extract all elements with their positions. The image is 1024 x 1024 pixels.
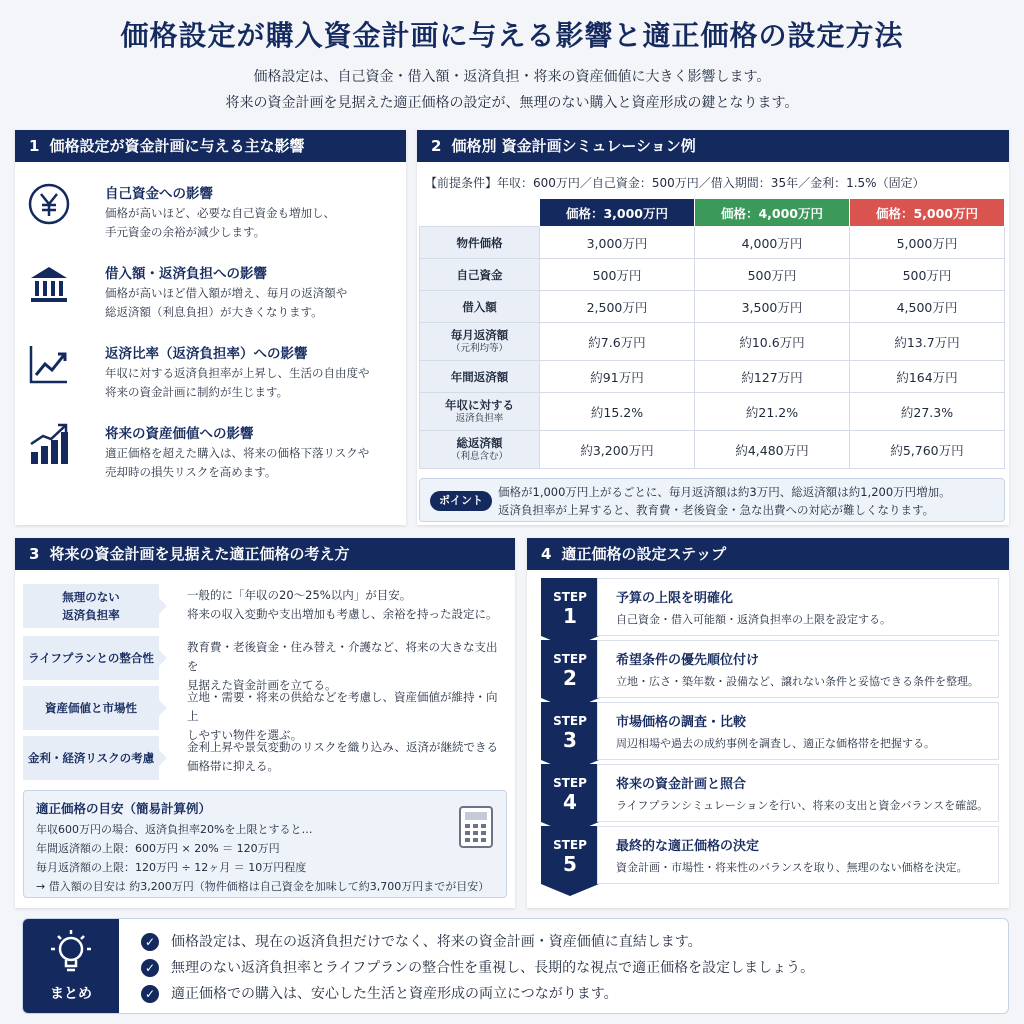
step-word: STEP	[553, 714, 587, 728]
calculator-icon	[458, 805, 494, 849]
viewpoint-label: 金利・経済リスクの考慮	[23, 736, 159, 780]
section-simulation-header	[417, 130, 1009, 162]
step-heading: 予算の上限を明確化	[616, 591, 734, 606]
table-row	[420, 361, 1005, 393]
table-cell: 約127万円	[695, 361, 850, 393]
viewpoint-description: 立地・需要・将来の供給などを考慮し、資産価値が維持・向上 しやすい物件を選ぶ。	[187, 690, 498, 742]
table-cell: 4,500万円	[850, 291, 1005, 323]
row-label: 年収に対する 返済負担率	[420, 393, 540, 431]
point-badge: ポイント	[430, 491, 492, 511]
subtitle-line-2: 将来の資金計画を見据えた適正価格の設定が、無理のない購入と資産形成の鍵となります。	[225, 95, 799, 111]
trend-line-icon	[27, 342, 71, 386]
section-appropriate-price	[15, 538, 515, 908]
guide-line: → 借入額の目安は 約3,200万円（物件価格は自己資金を加味して約3,700万円までが目安）	[36, 880, 490, 893]
section-number: 2	[431, 137, 442, 155]
step-card	[597, 702, 999, 760]
viewpoint-label: 資産価値と市場性	[23, 686, 159, 730]
table-cell: 500万円	[540, 259, 695, 291]
step-item	[541, 640, 1001, 698]
impact-item	[27, 182, 397, 252]
row-label: 自己資金	[420, 259, 540, 291]
table-cell: 500万円	[850, 259, 1005, 291]
step-number: 1	[563, 604, 577, 628]
summary-line: ✓ 価格設定は、現在の返済負担だけでなく、将来の資金計画・資産価値に直結します。	[141, 931, 702, 951]
viewpoint-label: 無理のない 返済負担率	[23, 584, 159, 628]
step-item	[541, 702, 1001, 760]
impact-item	[27, 422, 397, 492]
yen-coin-icon	[27, 182, 71, 226]
impact-item	[27, 342, 397, 412]
point-callout	[419, 478, 1005, 522]
table-cell: 2,500万円	[540, 291, 695, 323]
lightbulb-icon	[49, 927, 93, 979]
step-description: 資金計画・市場性・将来性のバランスを取り、無理のない価格を決定。	[616, 861, 968, 874]
table-cell: 500万円	[695, 259, 850, 291]
guide-line: 年収600万円の場合、返済負担率20%を上限とすると…	[36, 823, 313, 836]
viewpoint-label: ライフプランとの整合性	[23, 636, 159, 680]
viewpoint-description: 教育費・老後資金・住み替え・介護など、将来の大きな支出を 見据えた資金計画を立てる。	[187, 640, 498, 692]
summary-label: まとめ	[50, 986, 92, 1002]
step-heading: 希望条件の優先順位付け	[616, 653, 760, 668]
summary-box	[22, 918, 1009, 1014]
section-impacts-header	[15, 130, 406, 162]
step-description: 自己資金・借入可能額・返済負担率の上限を設定する。	[616, 613, 891, 626]
section-title: 適正価格の設定ステップ	[561, 545, 727, 563]
section-title: 将来の資金計画を見据えた適正価格の考え方	[49, 545, 350, 563]
table-cell: 4,000万円	[695, 227, 850, 259]
bank-icon	[27, 262, 71, 306]
guide-title: 適正価格の目安（簡易計算例）	[36, 801, 212, 816]
step-word: STEP	[553, 776, 587, 790]
check-icon: ✓	[141, 985, 159, 1003]
simulation-table	[419, 198, 1005, 469]
row-label: 借入額	[420, 291, 540, 323]
section-number: 1	[29, 137, 40, 155]
table-cell: 約13.7万円	[850, 323, 1005, 361]
column-header: 価格：5,000万円	[850, 199, 1005, 227]
table-row	[420, 259, 1005, 291]
section-title: 価格別 資金計画シミュレーション例	[451, 137, 696, 155]
point-text: 価格が1,000万円上がるごとに、毎月返済額は約3万円、総返済額は約1,200万円増加。 返済負担率が上昇すると、教育費・老後資金・急な出費への対応が難しくなります。	[498, 485, 951, 517]
viewpoint-row	[23, 736, 508, 780]
step-heading: 将来の資金計画と照合	[616, 777, 747, 792]
impact-description: 価格が高いほど借入額が増え、毎月の返済額や 総返済額（利息負担）が大きくなります。	[105, 286, 348, 319]
section-appropriate-price-header	[15, 538, 515, 570]
section-impacts	[15, 130, 406, 525]
step-item	[541, 826, 1001, 884]
step-description: 周辺相場や過去の成約事例を調査し、適正な価格帯を把握する。	[616, 737, 935, 750]
summary-label-box	[23, 919, 119, 1014]
table-header-row	[420, 199, 1005, 227]
section-title: 価格設定が資金計画に与える主な影響	[49, 137, 305, 155]
check-icon: ✓	[141, 959, 159, 977]
table-corner	[420, 199, 540, 227]
check-icon: ✓	[141, 933, 159, 951]
column-header: 価格：4,000万円	[695, 199, 850, 227]
row-label: 物件価格	[420, 227, 540, 259]
step-card	[597, 640, 999, 698]
impact-description: 適正価格を超えた購入は、将来の価格下落リスクや 売却時の損失リスクを高めます。	[105, 446, 370, 479]
step-description: 立地・広さ・築年数・設備など、譲れない条件と妥協できる条件を整理。	[616, 675, 979, 688]
step-word: STEP	[553, 652, 587, 666]
row-label: 年間返済額	[420, 361, 540, 393]
table-cell: 約4,480万円	[695, 431, 850, 469]
step-item	[541, 764, 1001, 822]
step-number: 5	[563, 852, 577, 876]
summary-line: ✓ 適正価格での購入は、安心した生活と資産形成の両立につながります。	[141, 983, 618, 1003]
price-guide-box	[23, 790, 507, 898]
table-cell: 約21.2%	[695, 393, 850, 431]
table-cell: 約3,200万円	[540, 431, 695, 469]
table-row	[420, 227, 1005, 259]
table-cell: 3,000万円	[540, 227, 695, 259]
step-item	[541, 578, 1001, 636]
impact-item	[27, 262, 397, 332]
impact-heading: 自己資金への影響	[105, 186, 213, 202]
premise-conditions: 【前提条件】年収：600万円／自己資金：500万円／借入期間：35年／金利：1.5%（固定）	[425, 176, 925, 190]
impact-description: 価格が高いほど、必要な自己資金も増加し、 手元資金の余裕が減少します。	[105, 206, 335, 239]
table-cell: 約27.3%	[850, 393, 1005, 431]
table-cell: 約15.2%	[540, 393, 695, 431]
table-cell: 約10.6万円	[695, 323, 850, 361]
section-simulation	[417, 130, 1009, 525]
row-label: 毎月返済額 （元利均等）	[420, 323, 540, 361]
section-steps-header	[527, 538, 1009, 570]
table-row	[420, 431, 1005, 469]
step-heading: 市場価格の調査・比較	[616, 715, 747, 730]
bar-chart-up-icon	[27, 422, 71, 466]
step-word: STEP	[553, 838, 587, 852]
step-number: 4	[563, 790, 577, 814]
section-number: 3	[29, 545, 40, 563]
guide-line: 年間返済額の上限：600万円 × 20% ＝ 120万円	[36, 842, 280, 855]
table-cell: 約91万円	[540, 361, 695, 393]
table-cell: 約164万円	[850, 361, 1005, 393]
step-number: 2	[563, 666, 577, 690]
guide-line: 毎月返済額の上限：120万円 ÷ 12ヶ月 ＝ 10万円程度	[36, 861, 307, 874]
viewpoint-row	[23, 636, 508, 692]
viewpoint-description: 金利上昇や景気変動のリスクを織り込み、返済が継続できる 価格帯に抑える。	[187, 740, 498, 773]
page-title: 価格設定が購入資金計画に与える影響と適正価格の設定方法	[120, 19, 904, 52]
step-description: ライフプランシミュレーションを行い、将来の支出と資金バランスを確認。	[616, 799, 989, 812]
step-heading: 最終的な適正価格の決定	[616, 839, 760, 854]
table-cell: 約7.6万円	[540, 323, 695, 361]
section-number: 4	[541, 545, 552, 563]
table-cell: 5,000万円	[850, 227, 1005, 259]
viewpoint-description: 一般的に「年収の20〜25%以内」が目安。 将来の収入変動や支出増加も考慮し、余裕を持った設定に。	[187, 588, 498, 621]
impact-heading: 借入額・返済負担への影響	[105, 266, 267, 282]
impact-heading: 返済比率（返済負担率）への影響	[105, 346, 308, 362]
step-word: STEP	[553, 590, 587, 604]
viewpoint-row	[23, 584, 508, 628]
row-label: 総返済額 （利息含む）	[420, 431, 540, 469]
step-card	[597, 764, 999, 822]
impact-heading: 将来の資産価値への影響	[105, 426, 254, 442]
step-number: 3	[563, 728, 577, 752]
summary-line: ✓ 無理のない返済負担率とライフプランの整合性を重視し、長期的な視点で適正価格を設定しましょう。	[141, 957, 814, 977]
table-row	[420, 323, 1005, 361]
section-steps	[527, 538, 1009, 908]
table-row	[420, 393, 1005, 431]
step-card	[597, 826, 999, 884]
column-header: 価格：3,000万円	[540, 199, 695, 227]
table-cell: 3,500万円	[695, 291, 850, 323]
subtitle-line-1: 価格設定は、自己資金・借入額・返済負担・将来の資産価値に大きく影響します。	[253, 69, 771, 85]
impact-description: 年収に対する返済負担率が上昇し、生活の自由度や 将来の資金計画に制約が生じます。	[105, 366, 370, 399]
table-cell: 約5,760万円	[850, 431, 1005, 469]
viewpoint-row	[23, 686, 508, 742]
step-card	[597, 578, 999, 636]
table-row	[420, 291, 1005, 323]
